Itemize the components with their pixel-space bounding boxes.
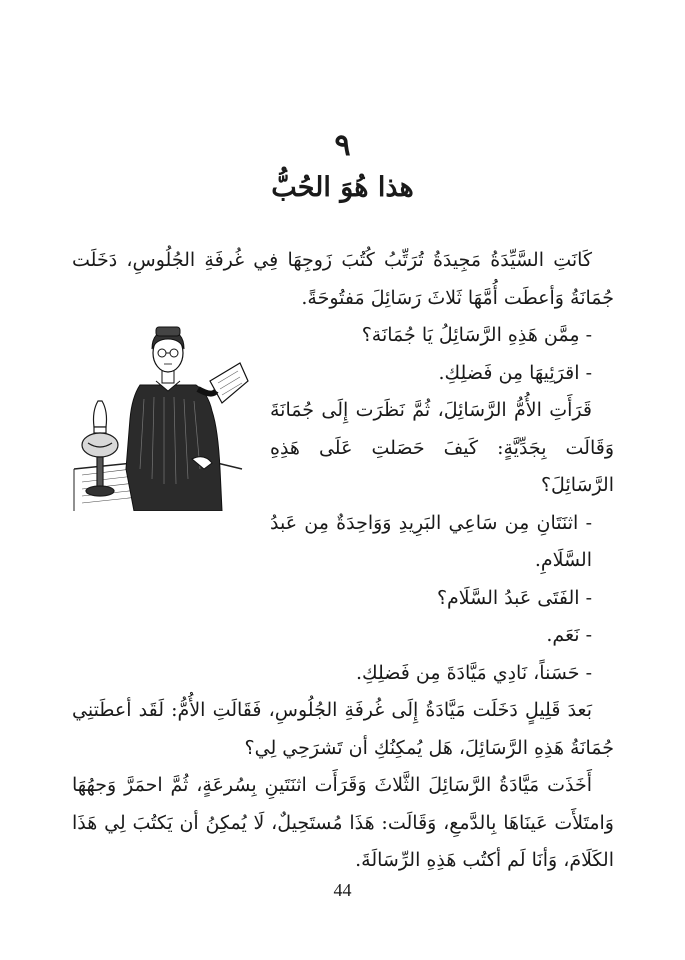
dialogue-line: - اثنَتَانِ مِن سَاعِي البَرِيدِ وَوَاحِدَةٌ مِن عَبدُ السَّلَامِ.	[270, 511, 592, 571]
paragraph-mayada-enters: بَعدَ قَلِيلٍ دَخَلَت مَيَّادَةُ إِلَى غُرفَةِ الجُلُوسِ، فَقَالَتِ الأُمُّ: لَقَد أعطَتنِي جُمَانَةُ هَذِهِ الرَّسَائِلَ، هَل يُمكِنُكِ أن تَشرَحِي لِي؟	[72, 699, 614, 759]
woman-reading-letter-with-oil-lamp-illustration	[72, 319, 262, 511]
page-number: 44	[333, 880, 352, 900]
chapter-number: ٩	[334, 128, 351, 163]
dialogue-line: - نَعَم.	[546, 624, 592, 646]
paragraph-intro: كَانَتِ السَّيِّدَةُ مَجِيدَةُ تُرَتِّبُ كُتُبَ زَوجِهَا فِي غُرفَةِ الجُلُوسِ، دَخَلَت جُمَانَةُ وَأعطَت أُمَّهَا ثَلاثَ رَسَائِلَ مَفتُوحَةً.	[72, 249, 614, 309]
dialogue-line: - مِمَّن هَذِهِ الرَّسَائِلُ يَا جُمَانَة؟	[361, 324, 592, 346]
paragraph-mayada-reads: أَخَذَت مَيَّادَةُ الرَّسَائِلَ الثَّلاثَ وَقَرَأَت اثنَتَينِ بِسُرعَةٍ، ثُمَّ احمَرَّ وَجهُهَا وَامتَلأَت عَينَاهَا بِالدَّمعِ، وَقَالَت: هَذَا مُستَحِيلٌ، لَا يُمكِنُ أن يَكتُبَ لِي هَذَا الكَلَامَ، وَأنَا لَم أكتُب هَذِهِ الرِّسَالَةَ.	[72, 774, 614, 871]
dialogue-line: - حَسَناً، نَادِي مَيَّادَةَ مِن فَضلِكِ.	[355, 661, 592, 684]
story-text	[72, 242, 614, 880]
paragraph-mother-reads: قَرَأَتِ الأُمُّ الرَّسَائِلَ، ثُمَّ نَظَرَت إِلَى جُمَانَةَ وَقَالَت بِجَدِّيَّةٍ: كَيفَ حَصَلتِ عَلَى هَذِهِ الرَّسَائِلَ؟	[270, 399, 614, 496]
chapter-title: هذا هُوَ الحُبُّ	[271, 172, 414, 203]
dialogue-line: - اقرَئِيهَا مِن فَضلِكِ.	[438, 361, 592, 384]
dialogue-line: - الفَتَى عَبدُ السَّلَام؟	[436, 586, 592, 609]
